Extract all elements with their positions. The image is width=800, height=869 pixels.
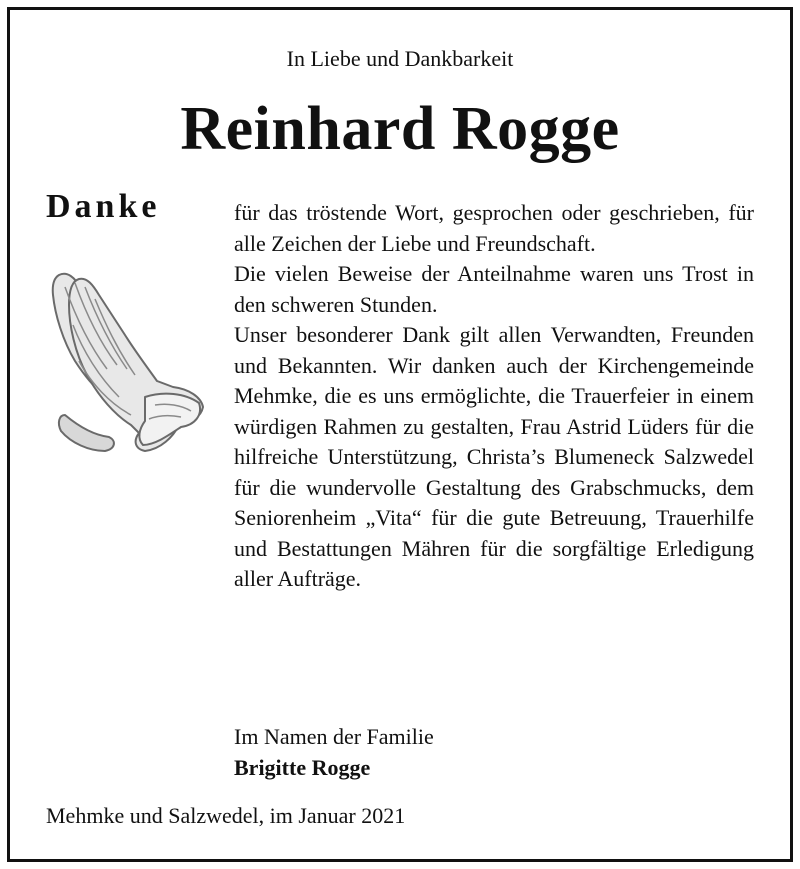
thank-you-text (234, 198, 754, 595)
place-date: Mehmke und Salzwedel, im Januar 2021 (46, 803, 406, 828)
signature-intro: Im Namen der Familie (234, 724, 434, 749)
notice-frame (7, 7, 793, 862)
signer-name: Brigitte Rogge (234, 754, 371, 780)
signature-block (234, 722, 434, 783)
dedication-line: In Liebe und Dankbarkeit (286, 46, 514, 71)
paragraph-2: Die vielen Beweise der Anteilnahme waren uns Trost in den schweren Stunden. (234, 261, 754, 317)
praying-hands-icon (45, 265, 205, 460)
danke-heading: Danke (46, 188, 161, 225)
paragraph-3: Unser besonderer Dank gilt allen Verwandten, Freunden und Bekannten. Wir danken auch der Kirchengemeinde Mehmke, die es uns ermöglichte, die Trauerfeier in einem würdigen Rahmen zu gestalten, Frau Astrid Lüders für die hilfreiche Unterstützung, Christa’s Blumeneck Salzwedel für die wundervolle Gestaltung des Grabschmucks, dem Seniorenheim „Vita“ für die gute Betreuung, Trauerhilfe und Bestattungen Mähren für die sorgfältige Erledigung aller Aufträge. (234, 322, 754, 591)
deceased-name: Reinhard Rogge (180, 95, 620, 163)
paragraph-1: für das tröstende Wort, gesprochen oder geschrieben, für alle Zeichen der Liebe und Freundschaft. (234, 200, 754, 256)
